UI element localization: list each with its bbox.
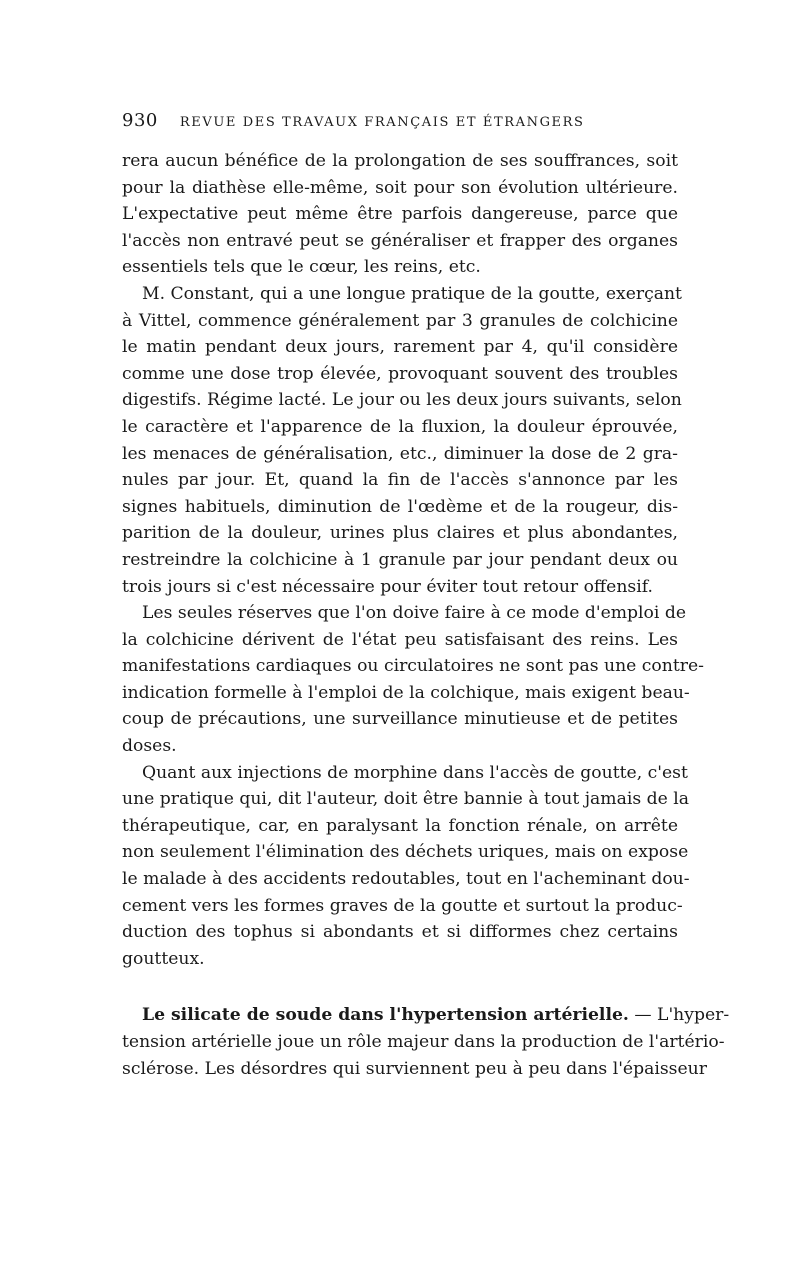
text-line: à Vittel, commence généralement par 3 granules de colchicine: [122, 310, 678, 331]
text-line: comme une dose trop élevée, provoquant souvent des troubles: [122, 363, 678, 384]
paragraph-4: [122, 760, 690, 973]
paragraph-3: [122, 600, 704, 760]
text-line: digestifs. Régime lacté. Le jour ou les deux jours suivants, selon: [122, 390, 682, 411]
text-line: goutteux.: [122, 948, 205, 969]
text-line: essentiels tels que le cœur, les reins, etc.: [122, 257, 481, 278]
text-run: — L'hyper-: [628, 1005, 730, 1026]
text-line: sclérose. Les désordres qui surviennent peu à peu dans l'épaisseur: [122, 1058, 707, 1079]
text-line: Quant aux injections de morphine dans l'accès de goutte, c'est: [142, 762, 688, 783]
text-line: le malade à des accidents redoutables, tout en l'acheminant dou-: [122, 869, 690, 890]
text-line: trois jours si c'est nécessaire pour éviter tout retour offensif.: [122, 576, 653, 597]
text-line: restreindre la colchicine à 1 granule par jour pendant deux ou: [122, 549, 678, 570]
text-line: parition de la douleur, urines plus claires et plus abondantes,: [122, 523, 678, 544]
text-line: Les seules réserves que l'on doive faire à ce mode d'emploi de: [142, 603, 687, 624]
page-number: 930: [122, 110, 158, 131]
text-line: cement vers les formes graves de la goutte et surtout la produc-: [122, 895, 683, 916]
text-line: le caractère et l'apparence de la fluxion, la douleur éprouvée,: [122, 416, 678, 437]
text-line: manifestations cardiaques ou circulatoires ne sont pas une contre-: [122, 656, 704, 677]
text-line: l'accès non entravé peut se généraliser et frapper des organes: [122, 230, 678, 251]
text-line: le matin pendant deux jours, rarement par 4, qu'il considère: [122, 337, 678, 358]
text-line: doses.: [122, 736, 177, 757]
text-line: rera aucun bénéfice de la prolongation de ses souffrances, soit: [122, 151, 678, 171]
text-line: duction des tophus si abondants et si difformes chez certains: [122, 922, 678, 943]
text-line: signes habituels, diminution de l'œdème et de la rougeur, dis-: [122, 496, 678, 517]
text-line: la colchicine dérivent de l'état peu satisfaisant des reins. Les: [122, 629, 678, 650]
page: [122, 110, 730, 1082]
text-line: L'expectative peut même être parfois dangereuse, parce que: [122, 204, 678, 225]
text-line: tension artérielle joue un rôle majeur dans la production de l'artério-: [122, 1032, 725, 1052]
text-line: non seulement l'élimination des déchets uriques, mais on expose: [122, 842, 689, 863]
text-line: thérapeutique, car, en paralysant la fonction rénale, on arrête: [122, 815, 678, 836]
text-line: pour la diathèse elle-même, soit pour son évolution ultérieure.: [122, 177, 678, 198]
section-gap: [122, 972, 678, 1002]
journal-title: REVUE DES TRAVAUX FRANÇAIS ET ÉTRANGERS: [179, 115, 585, 130]
text-line: les menaces de généralisation, etc., diminuer la dose de 2 gra-: [122, 443, 678, 464]
text-line: M. Constant, qui a une longue pratique de la goutte, exerçant: [142, 283, 682, 304]
running-head: [122, 110, 678, 134]
text-line: [122, 1002, 730, 1029]
text-line: coup de précautions, une surveillance minutieuse et de petites: [122, 709, 678, 730]
paragraph-5: [122, 1002, 730, 1082]
paragraph-2: [122, 281, 682, 600]
text-line: une pratique qui, dit l'auteur, doit être bannie à tout jamais de la: [122, 789, 690, 810]
paragraph-1: [122, 148, 678, 281]
text-line: indication formelle à l'emploi de la colchique, mais exigent beau-: [122, 682, 690, 703]
section-heading: Le silicate de soude dans l'hypertension artérielle.: [142, 1005, 629, 1026]
text-line: nules par jour. Et, quand la fin de l'accès s'annonce par les: [122, 470, 678, 491]
